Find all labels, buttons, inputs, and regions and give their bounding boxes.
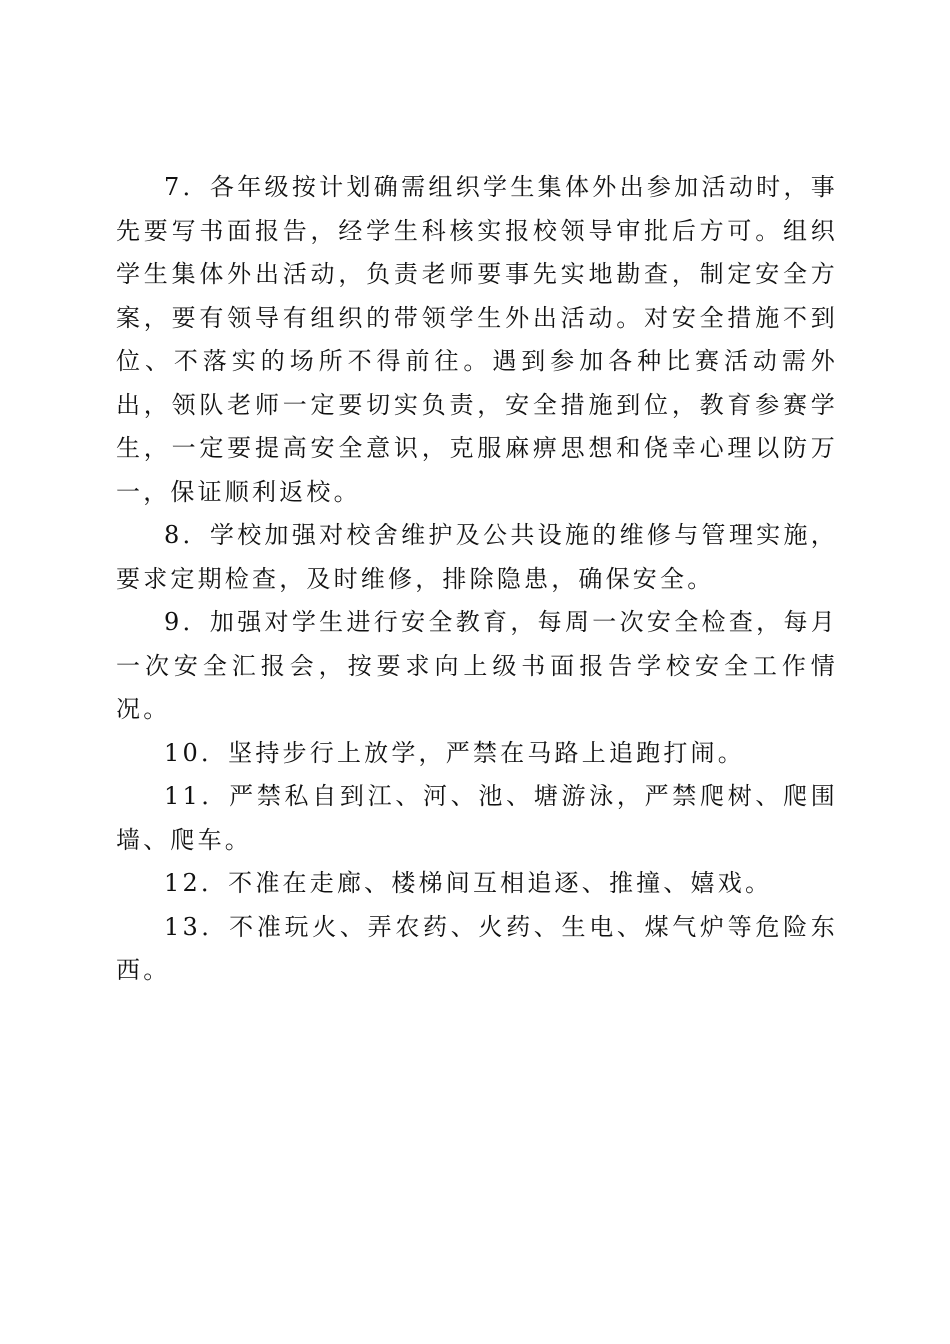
paragraph-12: 12．不准在走廊、楼梯间互相追逐、推撞、嬉戏。 [164,869,773,897]
paragraph-10: 10．坚持步行上放学，严禁在马路上追跑打闹。 [164,738,745,767]
paragraph-11: 11．严禁私自到江、河、池、塘游泳，严禁爬树、爬围墙、爬车。 [116,782,838,854]
paragraph-13: 13．不准玩火、弄农药、火药、生电、煤气炉等危险东西。 [116,912,838,984]
document-body [116,166,838,993]
paragraph-7: 7．各年级按计划确需组织学生集体外出参加活动时，事先要写书面报告，经学生科核实报校领导审批后方可。组织学生集体外出活动，负责老师要事先实地勘查，制定安全方案，要有领导有组织的带领学生外出活动。对安全措施不到位、不落实的场所不得前往。遇到参加各种比赛活动需外出，领队老师一定要切实负责，安全措施到位，教育参赛学生，一定要提高安全意识，克服麻痹思想和侥幸心理以防万一，保证顺利返校。 [116,173,838,506]
paragraph-8: 8．学校加强对校舍维护及公共设施的维修与管理实施，要求定期检查，及时维修，排除隐患，确保安全。 [116,521,838,593]
paragraph-9: 9．加强对学生进行安全教育，每周一次安全检查，每月一次安全汇报会，按要求向上级书面报告学校安全工作情况。 [116,608,838,723]
